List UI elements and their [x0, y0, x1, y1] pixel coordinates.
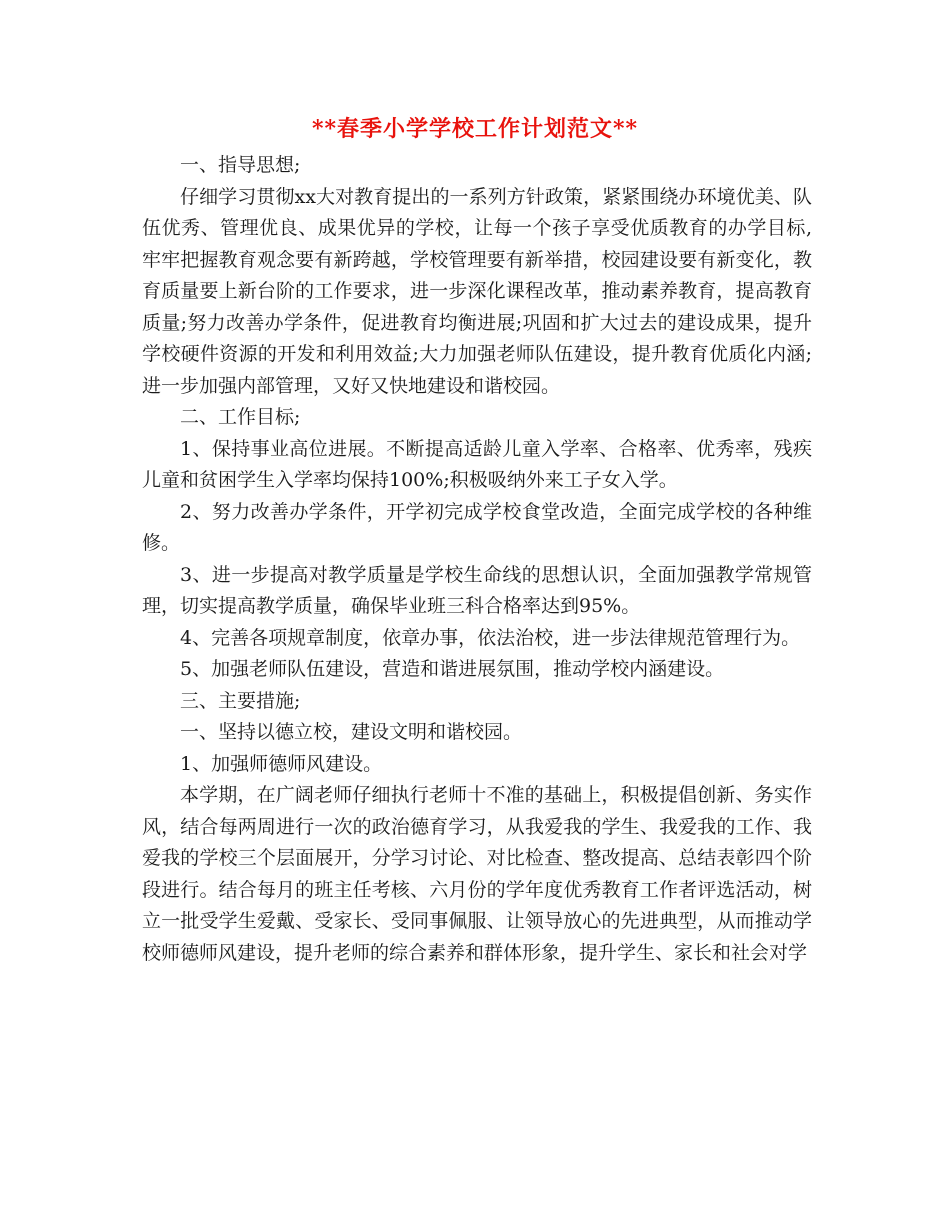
document-body [142, 150, 812, 969]
document-title: **春季小学学校工作计划范文** [311, 116, 639, 142]
paragraph: 仔细学习贯彻xx大对教育提出的一系列方针政策，紧紧围绕办环境优美、队伍优秀、管理优良、成果优异的学校，让每一个孩子享受优质教育的办学目标,牢牢把握教育观念要有新跨越，学校管理要有新举措，校园建设要有新变化，教育质量要上新台阶的工作要求，进一步深化课程改革，推动素养教育，提高教育质量;努力改善办学条件，促进教育均衡进展;巩固和扩大过去的建设成果，提升学校硬件资源的开发和利用效益;大力加强老师队伍建设，提升教育优质化内涵;进一步加强内部管理，又好又快地建设和谐校园。 [142, 185, 812, 397]
subsection-heading: 1、加强师德师风建设。 [180, 752, 383, 775]
paragraph: 4、完善各项规章制度，依章办事，依法治校，进一步法律规范管理行为。 [180, 626, 801, 649]
section-heading: 一、指导思想; [180, 154, 301, 176]
paragraph: 1、保持事业高位进展。不断提高适龄儿童入学率、合格率、优秀率，残疾儿童和贫困学生入学率均保持100%;积极吸纳外来工子女入学。 [142, 437, 812, 491]
section-heading: 三、主要措施; [180, 689, 301, 712]
paragraph: 3、进一步提高对教学质量是学校生命线的思想认识，全面加强教学常规管理，切实提高教学质量，确保毕业班三科合格率达到95%。 [142, 563, 812, 617]
paragraph: 5、加强老师队伍建设，营造和谐进展氛围，推动学校内涵建设。 [180, 658, 725, 680]
section-heading: 二、工作目标; [180, 406, 301, 428]
subsection-heading: 一、坚持以德立校，建设文明和谐校园。 [180, 721, 523, 743]
paragraph: 2、努力改善办学条件，开学初完成学校食堂改造，全面完成学校的各种维修。 [142, 500, 812, 554]
paragraph: 本学期，在广阔老师仔细执行老师十不准的基础上，积极提倡创新、务实作风，结合每两周进行一次的政治德育学习，从我爱我的学生、我爱我的工作、我爱我的学校三个层面展开，分学习讨论、对比检查、整改提高、总结表彰四个阶段进行。结合每月的班主任考核、六月份的学年度优秀教育工作者评选活动，树立一批受学生爱戴、受家长、受同事佩服、让领导放心的先进典型，从而推动学校师德师风建设，提升老师的综合素养和群体形象，提升学生、家长和社会对学 [142, 784, 812, 964]
